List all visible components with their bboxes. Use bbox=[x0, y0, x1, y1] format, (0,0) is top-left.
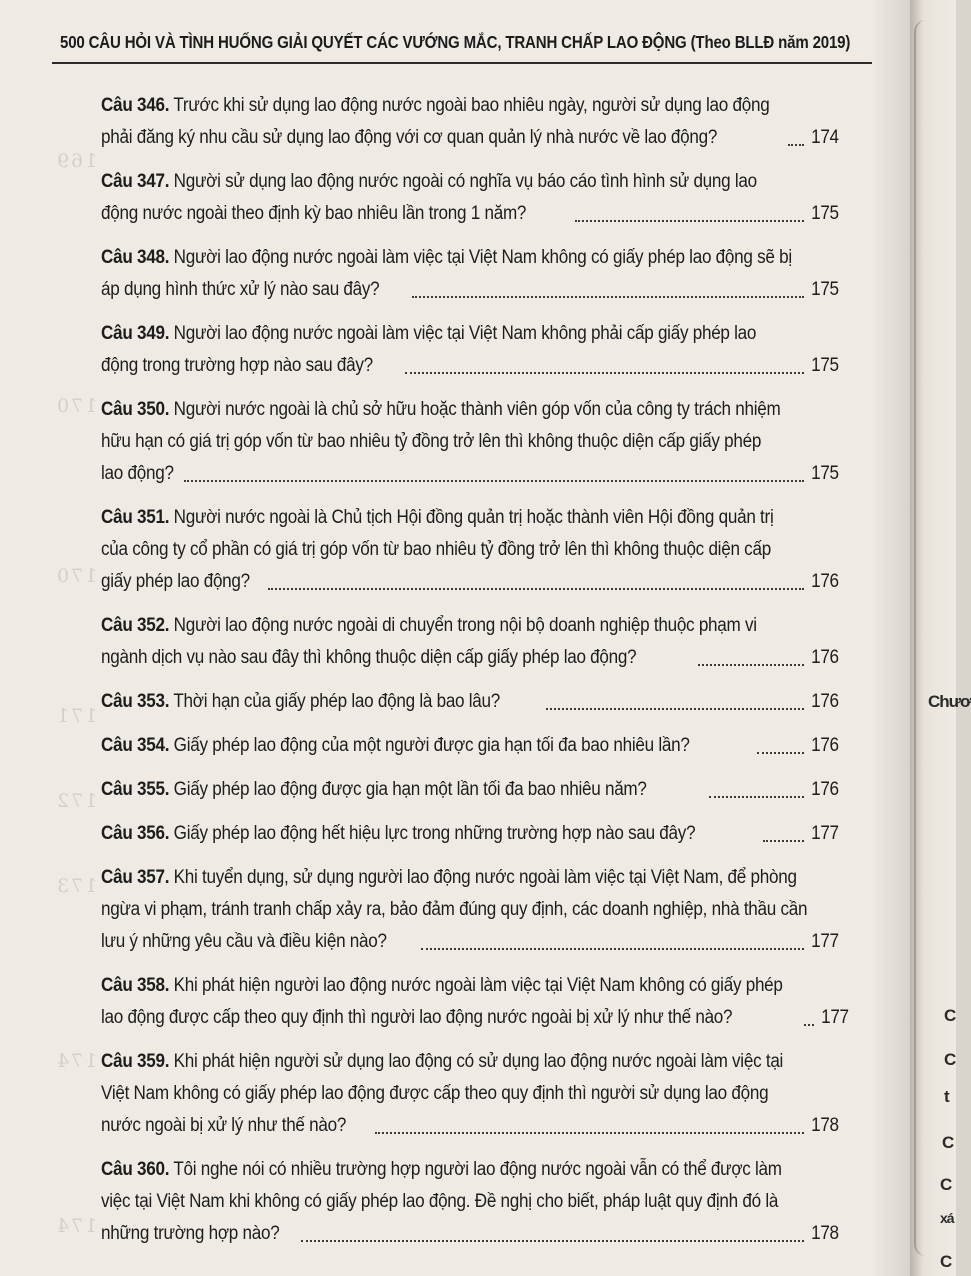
toc-entry-line bbox=[101, 350, 839, 382]
question-number: Câu 347. bbox=[101, 171, 170, 192]
toc-entry-line bbox=[101, 274, 839, 306]
question-text: Thời hạn của giấy phép lao động là bao lâu? bbox=[173, 691, 501, 712]
page-number: 175 bbox=[811, 355, 839, 376]
question-text: Trước khi sử dụng lao động nước ngoài bao nhiêu ngày, người sử dụng lao động bbox=[173, 95, 770, 116]
page-number: 176 bbox=[811, 691, 839, 712]
dot-leader bbox=[698, 664, 804, 666]
toc-entry-line bbox=[101, 198, 839, 230]
question-text: Việt Nam không có giấy phép lao động được cấp theo quy định thì người sử dụng lao động bbox=[101, 1083, 769, 1104]
toc-entry-line bbox=[101, 1110, 839, 1142]
dot-leader bbox=[575, 220, 804, 222]
question-text: phải đăng ký nhu cầu sử dụng lao động với cơ quan quản lý nhà nước về lao động? bbox=[101, 127, 718, 148]
question-number: Câu 358. bbox=[101, 975, 170, 996]
dot-leader bbox=[546, 708, 804, 710]
page-number: 176 bbox=[811, 735, 839, 756]
dot-leader bbox=[375, 1132, 804, 1134]
bleed-through-mark: 169 bbox=[55, 150, 98, 172]
bleed-through-mark: 174 bbox=[55, 1050, 98, 1072]
adjacent-page-fragment: t bbox=[944, 1087, 949, 1106]
question-number: Câu 359. bbox=[101, 1051, 170, 1072]
question-number: Câu 348. bbox=[101, 247, 170, 268]
toc-entry-line bbox=[101, 642, 839, 674]
toc-entry-line bbox=[101, 686, 839, 718]
page-number: 178 bbox=[811, 1223, 839, 1244]
toc-entry-line bbox=[101, 166, 839, 198]
dot-leader bbox=[412, 296, 804, 298]
page-number: 177 bbox=[821, 1007, 850, 1028]
question-text: Người lao động nước ngoài làm việc tại Việt Nam không có giấy phép lao động sẽ bị bbox=[173, 247, 792, 268]
question-text: Người lao động nước ngoài di chuyển trong nội bộ doanh nghiệp thuộc phạm vi bbox=[173, 615, 757, 636]
toc-entry-line bbox=[101, 894, 839, 926]
toc-entry-line bbox=[101, 458, 839, 490]
question-text: lao động? bbox=[101, 463, 174, 484]
page-number: 178 bbox=[811, 1115, 839, 1136]
question-number: Câu 355. bbox=[101, 779, 170, 800]
toc-entry-line bbox=[101, 970, 839, 1002]
question-number: Câu 353. bbox=[101, 691, 170, 712]
dot-leader bbox=[804, 1024, 814, 1026]
toc-entry-line bbox=[101, 1046, 839, 1078]
question-text: áp dụng hình thức xử lý nào sau đây? bbox=[101, 279, 380, 300]
adjacent-page-edge bbox=[910, 0, 971, 1276]
adjacent-page-fragment: C bbox=[944, 1050, 956, 1069]
question-number: Câu 349. bbox=[101, 323, 170, 344]
question-text: Người lao động nước ngoài làm việc tại Việt Nam không phải cấp giấy phép lao bbox=[173, 323, 757, 344]
question-text: lao động được cấp theo quy định thì người lao động nước ngoài bị xử lý như thế nào? bbox=[101, 1007, 733, 1028]
question-text: Người nước ngoài là chủ sở hữu hoặc thành viên góp vốn của công ty trách nhiệm bbox=[173, 399, 781, 420]
bleed-through-mark: 170 bbox=[55, 395, 98, 417]
toc-entry-line bbox=[101, 426, 839, 458]
toc-entry-line bbox=[101, 318, 839, 350]
question-text: nước ngoài bị xử lý như thế nào? bbox=[101, 1115, 347, 1136]
toc-entry-line bbox=[101, 1186, 839, 1218]
question-text: việc tại Việt Nam khi không có giấy phép lao động. Đề nghị cho biết, pháp luật quy định đó là bbox=[101, 1191, 779, 1212]
dot-leader bbox=[709, 796, 804, 798]
question-number: Câu 356. bbox=[101, 823, 170, 844]
adjacent-page-fragment: Chươ bbox=[928, 692, 971, 711]
dot-leader bbox=[301, 1240, 804, 1242]
toc-entry-line bbox=[101, 818, 839, 850]
bleed-through-mark: 170 bbox=[55, 565, 98, 587]
toc-entry-line bbox=[101, 90, 839, 122]
bleed-through-mark: 174 bbox=[55, 1215, 98, 1237]
toc-entry-line bbox=[101, 1078, 839, 1110]
toc-entry-line bbox=[101, 502, 839, 534]
toc-entry-line bbox=[101, 774, 839, 806]
page-number: 177 bbox=[811, 823, 839, 844]
toc-entry-line bbox=[101, 394, 839, 426]
toc-entry-line bbox=[101, 1218, 839, 1250]
adjacent-page-fragment: C bbox=[942, 1133, 954, 1152]
question-number: Câu 360. bbox=[101, 1159, 170, 1180]
page-gutter-shadow bbox=[870, 0, 910, 1276]
question-text: Khi phát hiện người lao động nước ngoài làm việc tại Việt Nam không có giấy phép bbox=[173, 975, 783, 996]
question-text: Người nước ngoài là Chủ tịch Hội đồng quản trị hoặc thành viên Hội đồng quản trị bbox=[173, 507, 774, 528]
page-number: 176 bbox=[811, 779, 839, 800]
question-number: Câu 351. bbox=[101, 507, 170, 528]
question-text: Người sử dụng lao động nước ngoài có nghĩa vụ báo cáo tình hình sử dụng lao bbox=[173, 171, 757, 192]
dot-leader bbox=[421, 948, 805, 950]
page-number: 176 bbox=[811, 571, 839, 592]
page-number: 175 bbox=[811, 463, 839, 484]
page-number: 176 bbox=[811, 647, 839, 668]
toc-entry-line bbox=[101, 730, 839, 762]
question-text: ngành dịch vụ nào sau đây thì không thuộc diện cấp giấy phép lao động? bbox=[101, 647, 637, 668]
page-number: 177 bbox=[811, 931, 839, 952]
question-text: Khi phát hiện người sử dụng lao động có sử dụng lao động nước ngoài làm việc tại bbox=[173, 1051, 784, 1072]
toc-entry-line bbox=[101, 122, 839, 154]
adjacent-page-fragment: C bbox=[940, 1252, 952, 1271]
toc-entry-line bbox=[101, 566, 839, 598]
adjacent-page-fragment: xá bbox=[940, 1210, 954, 1226]
question-number: Câu 352. bbox=[101, 615, 170, 636]
question-number: Câu 357. bbox=[101, 867, 170, 888]
adjacent-page-fragment: C bbox=[944, 1006, 956, 1025]
question-text: lưu ý những yêu cầu và điều kiện nào? bbox=[101, 931, 387, 952]
running-header: 500 CÂU HỎI VÀ TÌNH HUỐNG GIẢI QUYẾT CÁC VƯỚNG MẮC, TRANH CHẤP LAO ĐỘNG (Theo BLLĐ năm 2019) bbox=[60, 32, 851, 52]
toc-entry-line bbox=[101, 862, 839, 894]
question-text: của công ty cổ phần có giá trị góp vốn từ bao nhiêu tỷ đồng trở lên thì không thuộc diện cấp bbox=[101, 539, 771, 560]
question-text: Giấy phép lao động hết hiệu lực trong những trường hợp nào sau đây? bbox=[173, 823, 696, 844]
question-number: Câu 350. bbox=[101, 399, 170, 420]
toc-entry-line bbox=[101, 1154, 839, 1186]
bleed-through-mark: 171 bbox=[55, 705, 98, 727]
dot-leader bbox=[405, 372, 804, 374]
question-text: Giấy phép lao động của một người được gia hạn tối đa bao nhiêu lần? bbox=[173, 735, 690, 756]
question-text: hữu hạn có giá trị góp vốn từ bao nhiêu tỷ đồng trở lên thì không thuộc diện cấp giấy phép bbox=[101, 431, 762, 452]
toc-entry-line bbox=[101, 610, 839, 642]
toc-entry-line bbox=[101, 534, 839, 566]
page-number: 174 bbox=[811, 127, 839, 148]
dot-leader bbox=[757, 752, 804, 754]
dot-leader bbox=[184, 480, 804, 482]
question-text: động nước ngoài theo định kỳ bao nhiêu lần trong 1 năm? bbox=[101, 203, 527, 224]
page-edge-curve bbox=[914, 20, 926, 1256]
question-number: Câu 346. bbox=[101, 95, 170, 116]
dot-leader bbox=[788, 144, 805, 146]
toc-entry-line bbox=[101, 1002, 850, 1034]
bleed-through-mark: 172 bbox=[55, 790, 98, 812]
page-number: 175 bbox=[811, 203, 839, 224]
question-text: Khi tuyển dụng, sử dụng người lao động nước ngoài làm việc tại Việt Nam, để phòng bbox=[173, 867, 797, 888]
question-text: Tôi nghe nói có nhiều trường hợp người lao động nước ngoài vẫn có thể được làm bbox=[173, 1159, 782, 1180]
bleed-through-mark: 173 bbox=[55, 875, 98, 897]
question-text: giấy phép lao động? bbox=[101, 571, 250, 592]
page-number: 175 bbox=[811, 279, 839, 300]
header-rule bbox=[52, 62, 872, 64]
question-number: Câu 354. bbox=[101, 735, 170, 756]
question-text: những trường hợp nào? bbox=[101, 1223, 280, 1244]
dot-leader bbox=[268, 588, 804, 590]
toc-entry-line bbox=[101, 926, 839, 958]
question-text: động trong trường hợp nào sau đây? bbox=[101, 355, 373, 376]
dot-leader bbox=[763, 840, 804, 842]
question-text: ngừa vi phạm, tránh tranh chấp xảy ra, bảo đảm đúng quy định, các doanh nghiệp, nhà thầu cần bbox=[101, 899, 808, 920]
toc-entry-line bbox=[101, 242, 839, 274]
question-text: Giấy phép lao động được gia hạn một lần tối đa bao nhiêu năm? bbox=[173, 779, 647, 800]
adjacent-page-fragment: C bbox=[940, 1175, 952, 1194]
